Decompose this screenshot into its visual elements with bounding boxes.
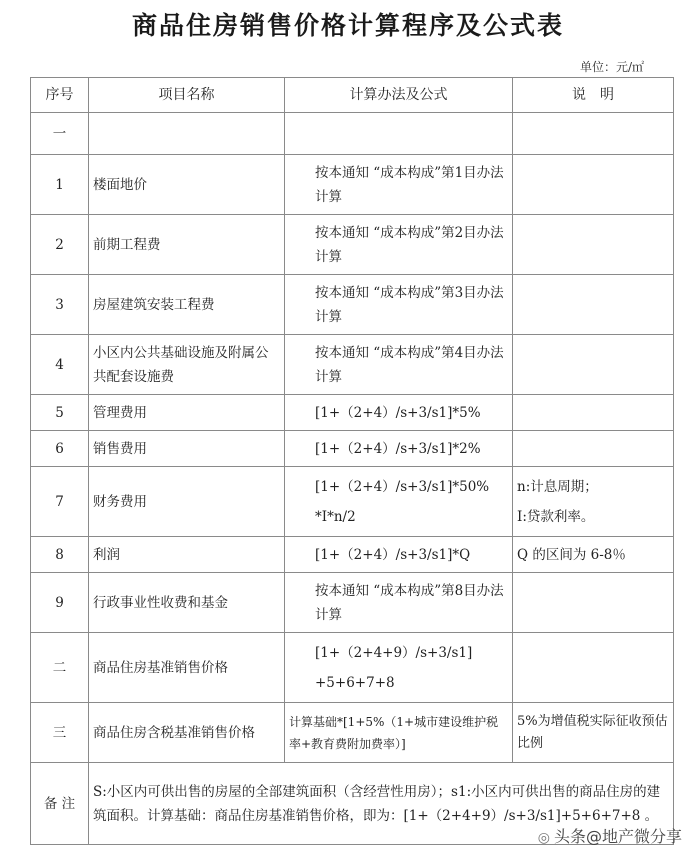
header-item-name: 项目名称 [89,78,285,113]
row-name: 房屋建筑安装工程费 [89,275,285,335]
unit-label: 单位：元/㎡ [579,60,644,74]
remark-label: 备 注 [31,763,89,845]
row-note [513,215,674,275]
header-formula: 计算办法及公式 [285,78,513,113]
row-note [513,573,674,633]
row-formula: 按本通知 “成本构成”第1目办法计算 [315,164,504,205]
row-note [513,633,674,703]
row-seq: 一 [31,113,89,155]
header-row [31,78,674,113]
row-note [513,113,674,155]
row-note [513,395,674,431]
row-name: 商品住房基准销售价格 [89,633,285,703]
row-name: 小区内公共基础设施及附属公共配套设施费 [89,335,285,395]
table-row [31,633,674,703]
table-row [31,155,674,215]
row-formula: 按本通知 “成本构成”第3目办法计算 [315,284,504,325]
table-row [31,431,674,467]
remark-text: S:小区内可供出售的房屋的全部建筑面积（含经营性用房）；s1:小区内可供出售的商品住房的建筑面积。计算基础：商品住房基准销售价格，即为：[1+（2+4+9）/s+3/s1]+5+6+7+8 。 [89,763,674,845]
table-row [31,573,674,633]
row-note [513,431,674,467]
row-formula [285,113,513,155]
row-formula-line1: [1+（2+4）/s+3/s1]*50% [315,478,490,495]
watermark [538,824,682,847]
price-formula-table [30,77,674,845]
row-note: 5%为增值税实际征收预估比例 [513,703,674,763]
row-seq: 9 [31,573,89,633]
table-row [31,215,674,275]
row-formula: 按本通知 “成本构成”第2目办法计算 [315,224,504,265]
row-seq: 二 [31,633,89,703]
toutiao-logo-icon: ◎ [537,830,550,846]
row-formula: [1+（2+4）/s+3/s1]*5% [315,404,481,421]
row-name: 行政事业性收费和基金 [89,573,285,633]
row-name [89,113,285,155]
row-formula-line1: [1+（2+4+9）/s+3/s1] [315,644,473,661]
row-name: 前期工程费 [89,215,285,275]
row-name: 销售费用 [89,431,285,467]
header-seq: 序号 [31,78,89,113]
row-note [513,275,674,335]
row-note [513,335,674,395]
row-name: 楼面地价 [89,155,285,215]
row-formula: [1+（2+4）/s+3/s1]*2% [315,440,481,457]
row-seq: 8 [31,537,89,573]
table-row [31,335,674,395]
header-note: 说 明 [513,78,674,113]
row-seq: 三 [31,703,89,763]
page-title: 商品住房销售价格计算程序及公式表 [131,11,564,40]
table-row [31,113,674,155]
row-seq: 3 [31,275,89,335]
row-seq: 1 [31,155,89,215]
row-seq: 6 [31,431,89,467]
row-note: Q 的区间为 6-8％ [513,537,674,573]
row-name: 商品住房含税基准销售价格 [89,703,285,763]
row-formula-line2: +5+6+7+8 [315,674,395,691]
row-note-line2: I:贷款利率。 [517,508,595,525]
row-note-line1: n:计息周期； [517,478,598,495]
row-formula: 按本通知 “成本构成”第8目办法计算 [315,582,504,623]
row-seq: 7 [31,467,89,537]
table-row [31,467,674,537]
row-formula: [1+（2+4）/s+3/s1]*Q [315,546,471,563]
row-formula: 按本通知 “成本构成”第4目办法计算 [315,344,504,385]
table-row [31,275,674,335]
table-row [31,395,674,431]
row-seq: 4 [31,335,89,395]
watermark-text: 头条@地产微分享 [553,827,682,846]
row-note [513,155,674,215]
table-row [31,537,674,573]
row-name: 管理费用 [89,395,285,431]
row-formula-line2: *I*n/2 [315,508,356,525]
row-name: 利润 [89,537,285,573]
table-row [31,703,674,763]
row-seq: 5 [31,395,89,431]
row-name: 财务费用 [89,467,285,537]
row-formula: 计算基础*[1+5%（1+城市建设维护税率+教育费附加费率）] [285,703,513,763]
row-seq: 2 [31,215,89,275]
